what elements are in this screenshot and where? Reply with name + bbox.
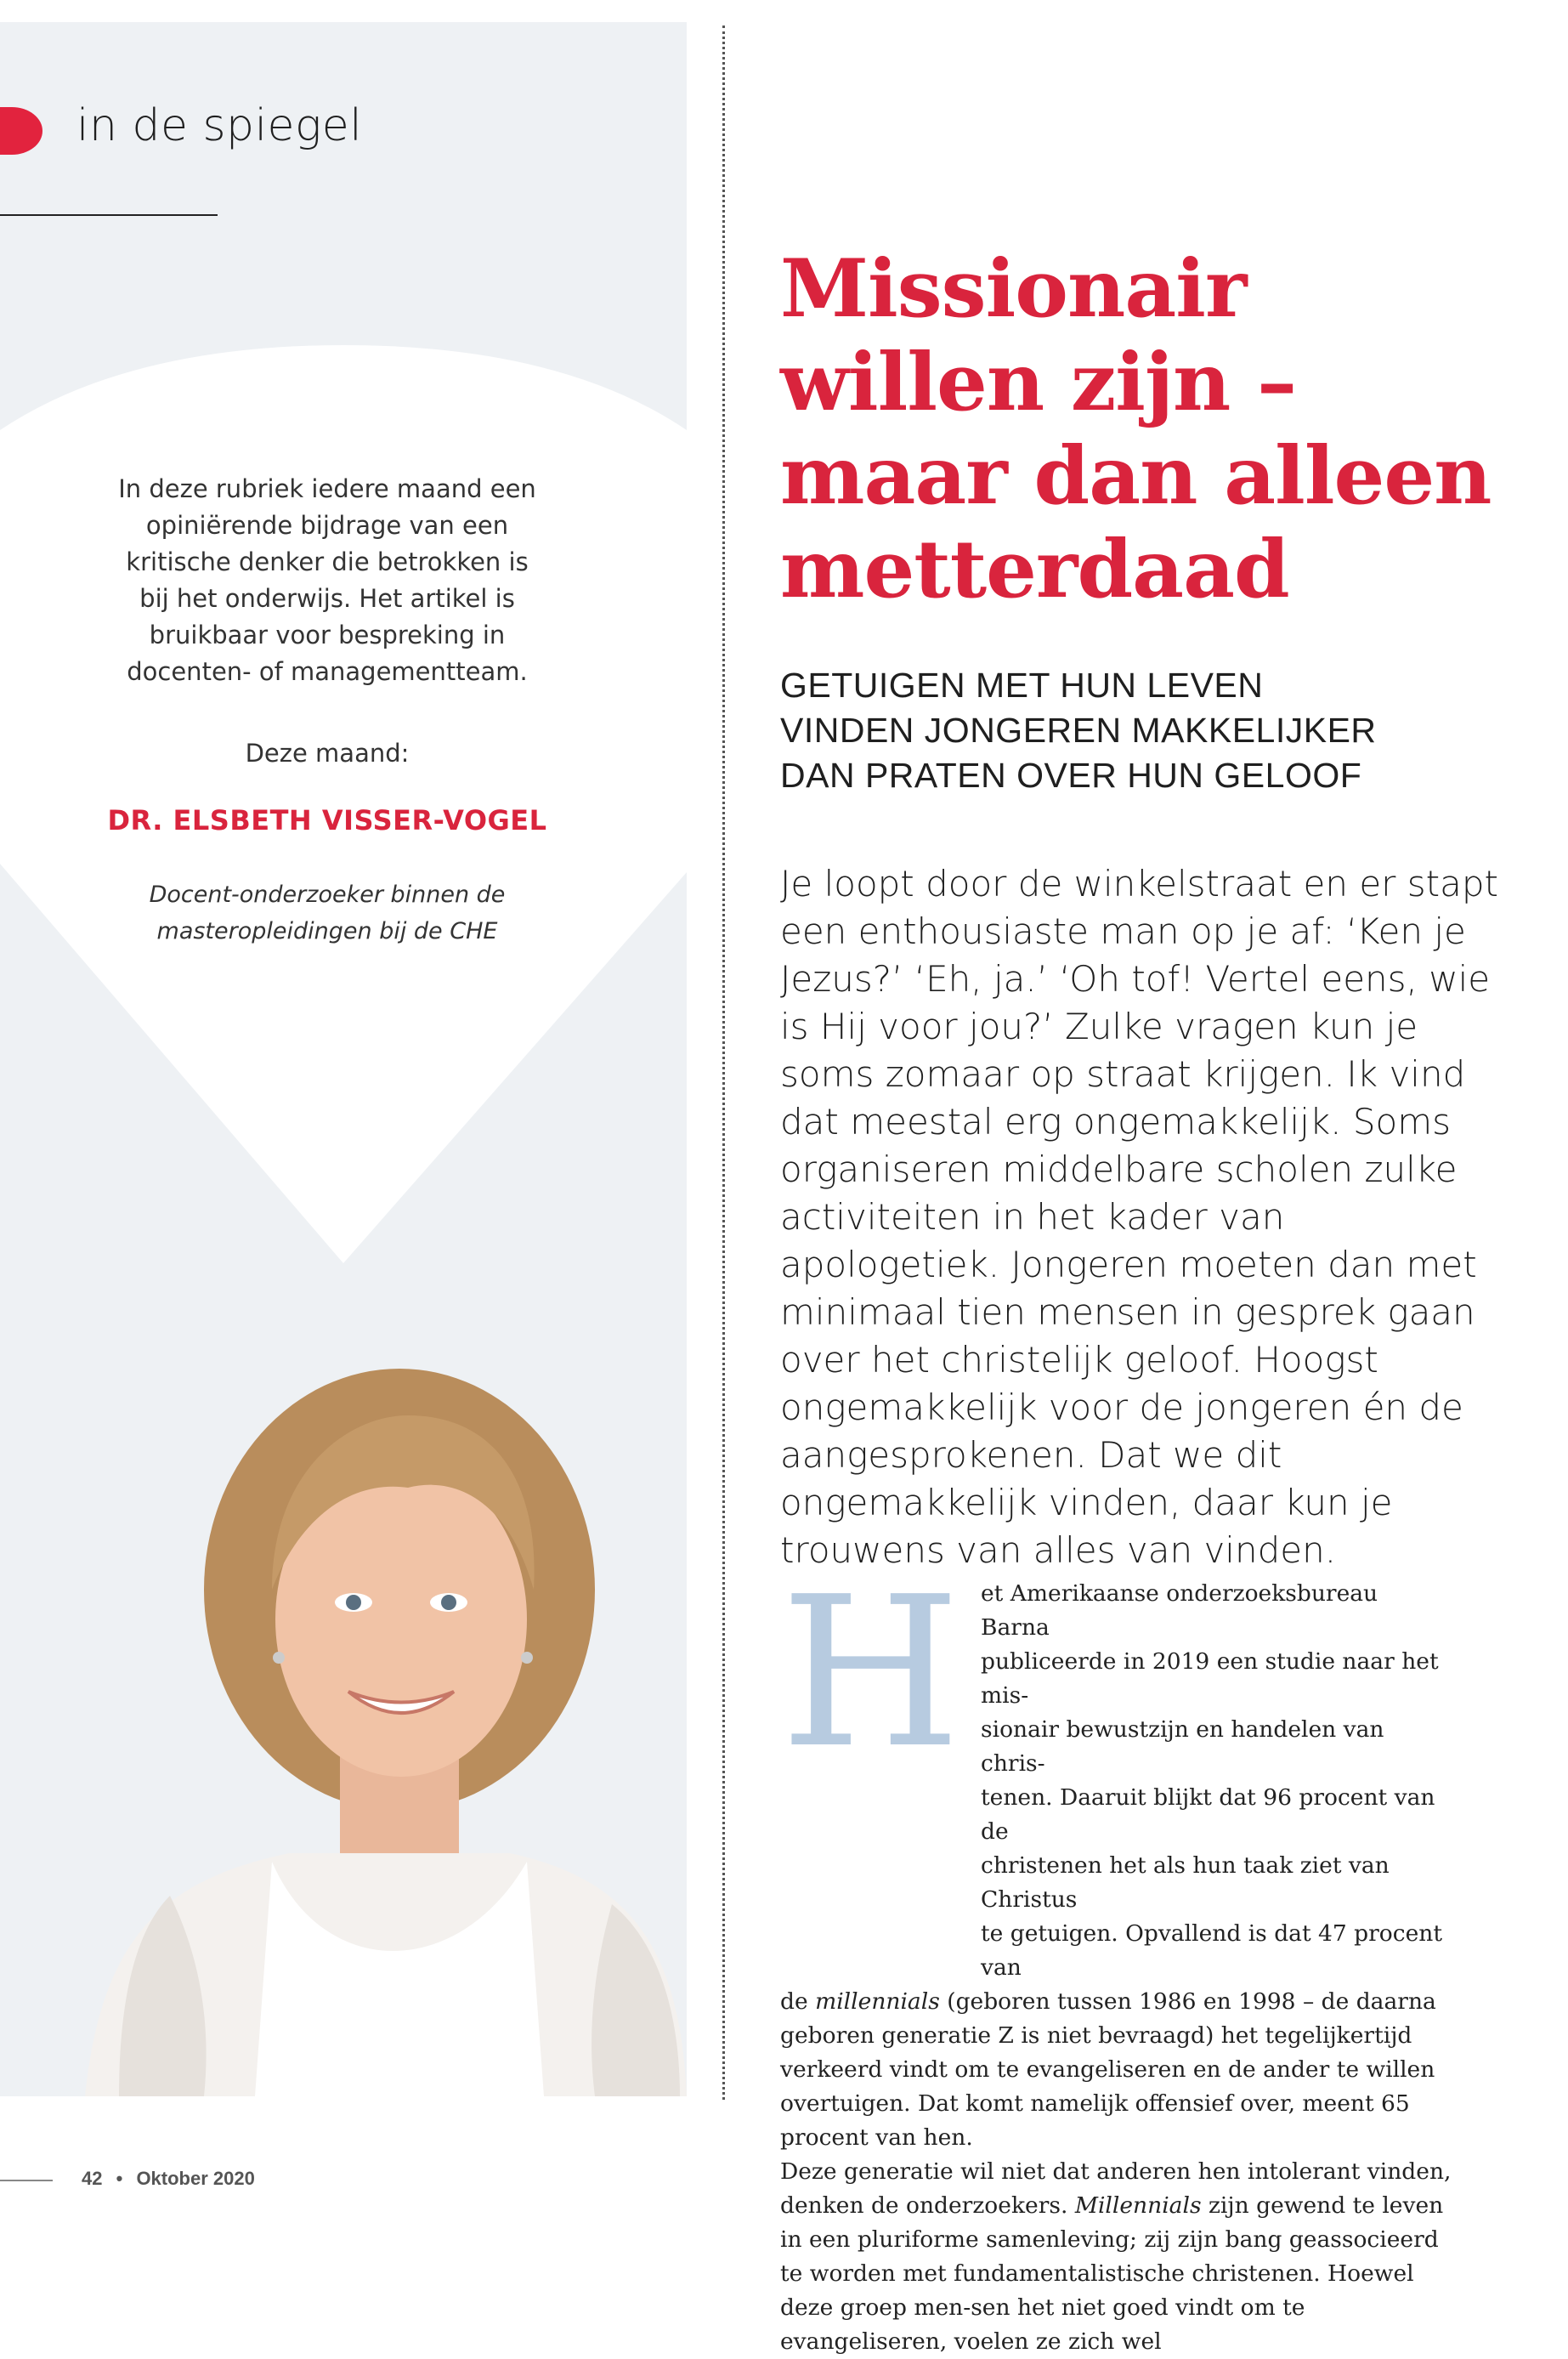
body-paragraph — [780, 2155, 1452, 2359]
subhead-line: VINDEN JONGEREN MAKKELIJKER — [780, 711, 1377, 750]
headline-line: maar dan alleen — [780, 429, 1492, 523]
column-divider — [722, 26, 725, 2100]
rubric-intro: In deze rubriek iedere maand een opiniërende bijdrage van een kritische denker die betrokken is bij het onderwijs. Het artikel is bruikbaar voor bespreking in docenten- of managementteam. — [118, 474, 536, 686]
body-text-run: de — [780, 1988, 816, 2015]
headline-line: Missionair — [780, 242, 1247, 336]
body-text-run: zijn gewend te leven in een pluriforme samenleving; zij zijn bang geassocieerd te worden met fundamentalistische christenen. Hoewel deze groep men-sen het niet goed vindt om te evangeliseren, voelen ze zich wel — [780, 2192, 1444, 2355]
subhead-line: GETUIGEN MET HUN LEVEN — [780, 666, 1264, 705]
subhead-line: DAN PRATEN OVER HUN GELOOF — [780, 756, 1362, 795]
article-subhead — [780, 663, 1528, 798]
headline-line: metterdaad — [780, 523, 1289, 616]
body-line: publiceerde in 2019 een studie naar het mis- — [981, 1648, 1439, 1709]
body-line: sionair bewustzijn en handelen van chris- — [981, 1716, 1384, 1777]
month-label: Deze maand: — [245, 739, 410, 768]
body-emphasis: Millennials — [1074, 2192, 1202, 2219]
body-text-run: Deze generatie wil niet dat anderen hen intolerant vinden, denken de onderzoekers. — [780, 2158, 1452, 2219]
body-line: et Amerikaanse onderzoeksbureau Barna — [981, 1580, 1378, 1641]
footer-rule — [0, 2180, 53, 2181]
footer-separator: • — [116, 2168, 123, 2189]
issue-label: Oktober 2020 — [136, 2168, 255, 2189]
author-photo — [68, 1335, 687, 2096]
rubric-rule — [0, 214, 218, 216]
sidebar-panel — [0, 22, 687, 2096]
body-emphasis: millennials — [815, 1988, 940, 2015]
body-line: tenen. Daaruit blijkt dat 96 procent van de — [981, 1784, 1435, 1845]
article-headline — [780, 242, 1528, 616]
rubric-title: in de spiegel — [76, 100, 363, 151]
headline-line: willen zijn – — [780, 336, 1297, 429]
drop-cap: H — [780, 1552, 961, 1794]
body-line: christenen het als hun taak ziet van Christus — [981, 1852, 1390, 1913]
article-body — [780, 1552, 1452, 2359]
article-lead: Je loopt door de winkelstraat en er stapt een enthousiaste man op je af: ‘Ken je Jezus?’ ‘Eh, ja.’ ‘Oh tof! Vertel eens, wie is Hij voor jou?’ Zulke vragen kun je soms zomaar op straat krijgen. Ik vind dat meestal erg ongemakkelijk. Soms organiseren middelbare scholen zulke activiteiten in het kader van apologetiek. Jongeren moeten dan met minimaal tien mensen in gesprek gaan over het christelijk geloof. Hoogst ongemakkelijk voor de jongeren én de aangesprokenen. Dat we dit ongemakkelijk vinden, daar kun je trouwens van alles van vinden. — [780, 863, 1499, 1571]
page-number: 42 — [82, 2168, 103, 2189]
author-name: DR. ELSBETH VISSER-VOGEL — [107, 804, 547, 836]
body-line: te getuigen. Opvallend is dat 47 procent van — [981, 1920, 1443, 1981]
page-footer — [82, 2168, 255, 2190]
body-text-run: (geboren tussen 1986 en 1998 – de daarna geboren generatie Z is niet bevraagd) het tegelijkertijd verkeerd vindt om te evangeliseren en de ander te willen overtuigen. Dat komt namelijk offensief over, meent 65 procent van hen. — [780, 1988, 1436, 2151]
author-role: Docent-onderzoeker binnen de masteropleidingen bij de CHE — [149, 882, 506, 944]
body-paragraph — [780, 1985, 1452, 2155]
